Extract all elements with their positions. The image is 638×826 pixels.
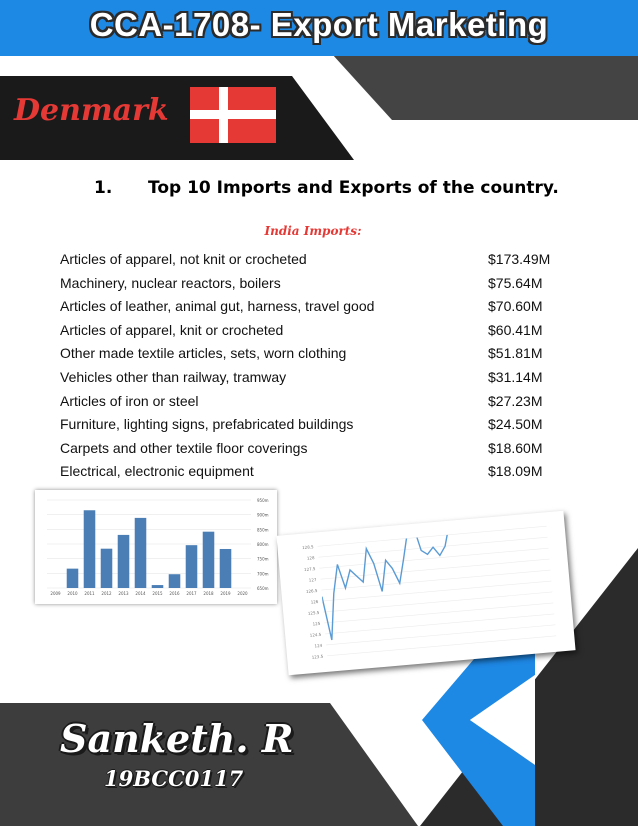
bar-chart-bar <box>169 574 181 588</box>
bar-chart-xtick: 2016 <box>169 591 180 596</box>
bar-chart-xtick: 2015 <box>152 591 163 596</box>
line-chart-gridline <box>322 581 551 601</box>
line-chart-gridline <box>326 625 555 645</box>
import-row <box>60 249 580 273</box>
line-chart-ytick: 127.5 <box>303 566 316 573</box>
line-chart-gridline <box>325 614 554 634</box>
bar-chart-xtick: 2013 <box>118 591 129 596</box>
import-value: $173.49M <box>488 251 551 267</box>
import-row <box>60 296 580 320</box>
bar-chart-xtick: 2011 <box>84 591 95 596</box>
line-chart-ytick: 127 <box>308 577 317 583</box>
line-chart-gridline <box>324 603 553 623</box>
section-heading <box>94 178 559 198</box>
page-title: CCA-1708- Export Marketing <box>89 6 549 43</box>
bar-chart-ytick: 800m <box>257 542 269 547</box>
bar-chart-xtick: 2018 <box>203 591 214 596</box>
line-chart-ytick: 126 <box>310 598 319 605</box>
line-chart-gridline <box>319 548 548 568</box>
line-chart-ytick: 123.5 <box>311 653 324 660</box>
bar-chart-bar <box>220 549 232 588</box>
bar-chart-bar <box>67 569 79 588</box>
line-chart-gridline <box>321 570 550 590</box>
country-name: Denmark <box>14 93 169 128</box>
bar-chart-xtick: 2009 <box>50 591 61 596</box>
import-label: Other made textile articles, sets, worn clothing <box>60 345 347 362</box>
import-value: $18.60M <box>488 439 543 456</box>
header-gray-band <box>332 54 638 120</box>
line-chart-ytick: 124 <box>314 642 323 649</box>
imports-heading: India Imports: <box>264 224 362 238</box>
denmark-flag-icon <box>190 87 276 143</box>
bar-chart-ytick: 700m <box>257 571 269 577</box>
import-row <box>60 438 580 462</box>
import-row <box>60 343 580 367</box>
imports-list <box>60 249 580 485</box>
import-label: Electrical, electronic equipment <box>60 463 254 480</box>
bar-chart-xtick: 2012 <box>101 591 112 596</box>
bar-chart-ytick: 750m <box>257 556 269 562</box>
bar-chart-card <box>35 490 277 604</box>
bar-chart <box>35 490 277 604</box>
line-chart-gridline <box>320 559 549 579</box>
bar-chart-bar <box>186 545 198 588</box>
section-number: 1. <box>94 178 113 198</box>
bar-chart-xtick: 2017 <box>186 591 197 596</box>
import-label: Articles of apparel, knit or crocheted <box>60 321 284 338</box>
line-chart-ytick: 126.5 <box>305 587 318 594</box>
import-row <box>60 461 580 485</box>
import-label: Furniture, lighting signs, prefabricated buildings <box>60 416 354 433</box>
import-value: $51.81M <box>488 345 543 362</box>
import-label: Articles of apparel, not knit or crocheted <box>60 251 307 267</box>
author-name: Sanketh. R <box>60 716 294 761</box>
section-title: Top 10 Imports and Exports of the country. <box>148 178 559 198</box>
import-label: Vehicles other than railway, tramway <box>60 368 287 385</box>
bar-chart-xtick: 2019 <box>220 591 231 596</box>
import-label: Articles of leather, animal gut, harness, travel good <box>60 298 375 315</box>
bar-chart-bar <box>101 549 113 588</box>
import-value: $24.50M <box>488 416 543 433</box>
line-chart-gridline <box>323 592 552 612</box>
bar-chart-xtick: 2010 <box>67 591 78 596</box>
import-value: $60.41M <box>488 321 543 338</box>
import-value: $27.23M <box>488 392 543 409</box>
line-chart-gridline <box>327 636 556 656</box>
import-row <box>60 414 580 438</box>
import-row <box>60 367 580 391</box>
bar-chart-ytick: 950m <box>257 498 269 503</box>
line-chart-card <box>276 511 575 676</box>
bar-chart-bar <box>203 532 215 588</box>
line-chart-ytick: 124.5 <box>309 631 322 638</box>
bar-chart-bar <box>135 518 147 588</box>
line-chart-ytick: 128.5 <box>301 544 314 551</box>
import-row <box>60 391 580 415</box>
bar-chart-bar <box>84 510 96 588</box>
bar-chart-ytick: 650m <box>257 586 269 591</box>
line-chart <box>276 511 575 676</box>
import-value: $70.60M <box>488 298 543 315</box>
author-id: 19BCC0117 <box>104 766 244 791</box>
bar-chart-ytick: 850m <box>257 527 269 533</box>
import-row <box>60 320 580 344</box>
line-chart-ytick: 125 <box>312 620 321 627</box>
line-chart-ytick: 128 <box>306 555 315 561</box>
import-row <box>60 273 580 297</box>
bar-chart-bar <box>152 585 164 588</box>
bar-chart-xtick: 2014 <box>135 591 146 596</box>
import-label: Machinery, nuclear reactors, boilers <box>60 274 281 291</box>
import-label: Carpets and other textile floor coverings <box>60 439 308 456</box>
bar-chart-xtick: 2020 <box>237 591 248 596</box>
line-chart-ytick: 125.5 <box>307 609 320 616</box>
import-value: $75.64M <box>488 274 543 291</box>
import-value: $31.14M <box>488 368 543 385</box>
import-value: $18.09M <box>488 463 543 480</box>
bar-chart-bar <box>118 535 130 588</box>
bar-chart-ytick: 900m <box>257 512 269 518</box>
line-chart-gridline <box>318 526 547 546</box>
import-label: Articles of iron or steel <box>60 392 199 409</box>
